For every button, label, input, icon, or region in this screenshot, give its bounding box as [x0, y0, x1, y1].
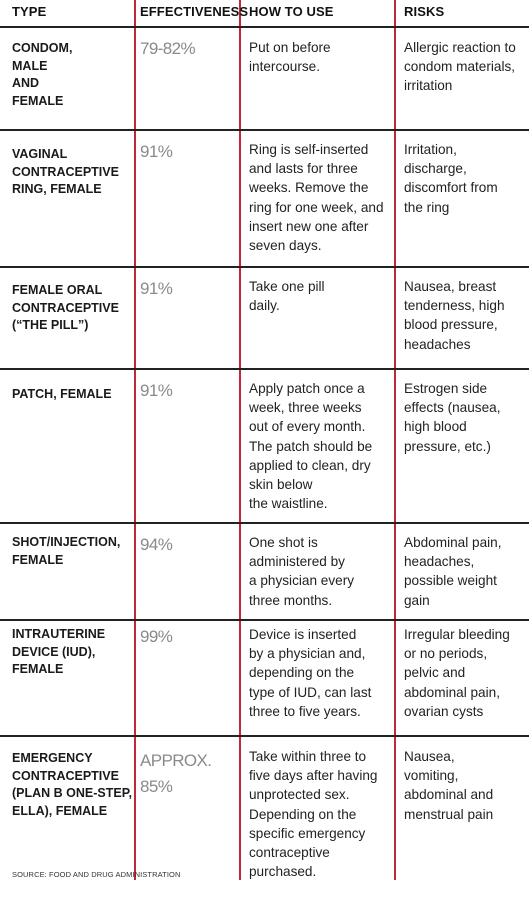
row-divider: [0, 368, 529, 370]
row-divider: [0, 26, 529, 28]
risks-cell: Nausea, vomiting, abdominal and menstrual pain: [404, 749, 494, 822]
effectiveness-cell: 99%: [140, 627, 173, 646]
row-divider: [0, 735, 529, 737]
risks-cell: Allergic reaction to condom materials, irritation: [404, 40, 516, 94]
type-cell: VAGINAL CONTRACEPTIVE RING, FEMALE: [12, 147, 119, 196]
effectiveness-cell: APPROX. 85%: [140, 751, 212, 796]
how-to-use-cell: Ring is self-inserted and lasts for three weeks. Remove the ring for one week, and insert new one after seven days.: [249, 142, 384, 254]
type-cell: SHOT/INJECTION, FEMALE: [12, 535, 121, 567]
header-how-to-use: HOW TO USE: [249, 4, 334, 19]
risks-cell: Irritation, discharge, discomfort from the ring: [404, 142, 498, 215]
type-cell: FEMALE ORAL CONTRACEPTIVE (“THE PILL”): [12, 283, 119, 332]
column-divider: [134, 0, 136, 880]
how-to-use-cell: Take within three to five days after having unprotected sex. Depending on the specific emergency contraceptive purchased.: [249, 749, 378, 880]
header-risks: RISKS: [404, 4, 445, 19]
risks-cell: Estrogen side effects (nausea, high blood pressure, etc.): [404, 381, 501, 454]
risks-cell: Abdominal pain, headaches, possible weight gain: [404, 535, 502, 608]
effectiveness-cell: 91%: [140, 279, 173, 298]
type-cell: CONDOM, MALE AND FEMALE: [12, 41, 73, 108]
header-type: TYPE: [12, 4, 47, 19]
risks-cell: Nausea, breast tenderness, high blood pressure, headaches: [404, 279, 505, 352]
how-to-use-cell: One shot is administered by a physician every three months.: [249, 535, 355, 608]
how-to-use-cell: Put on before intercourse.: [249, 40, 331, 75]
effectiveness-cell: 91%: [140, 381, 173, 400]
type-cell: PATCH, FEMALE: [12, 387, 112, 401]
row-divider: [0, 129, 529, 131]
type-cell: INTRAUTERINE DEVICE (IUD), FEMALE: [12, 627, 106, 676]
how-to-use-cell: Apply patch once a week, three weeks out of every month. The patch should be applied to clean, dry skin below the waistline.: [249, 381, 373, 512]
effectiveness-cell: 79-82%: [140, 39, 195, 58]
header-effectiveness: EFFECTIVENESS: [140, 4, 249, 19]
how-to-use-cell: Device is inserted by a physician and, depending on the type of IUD, can last three to five years.: [249, 627, 372, 719]
row-divider: [0, 266, 529, 268]
effectiveness-cell: 91%: [140, 142, 173, 161]
row-divider: [0, 619, 529, 621]
source-note: SOURCE: FOOD AND DRUG ADMINISTRATION: [12, 870, 181, 879]
effectiveness-cell: 94%: [140, 535, 173, 554]
row-divider: [0, 522, 529, 524]
type-cell: EMERGENCY CONTRACEPTIVE (PLAN B ONE-STEP, ELLA), FEMALE: [12, 751, 132, 818]
risks-cell: Irregular bleeding or no periods, pelvic and abdominal pain, ovarian cysts: [404, 627, 510, 719]
how-to-use-cell: Take one pill daily.: [249, 279, 325, 314]
